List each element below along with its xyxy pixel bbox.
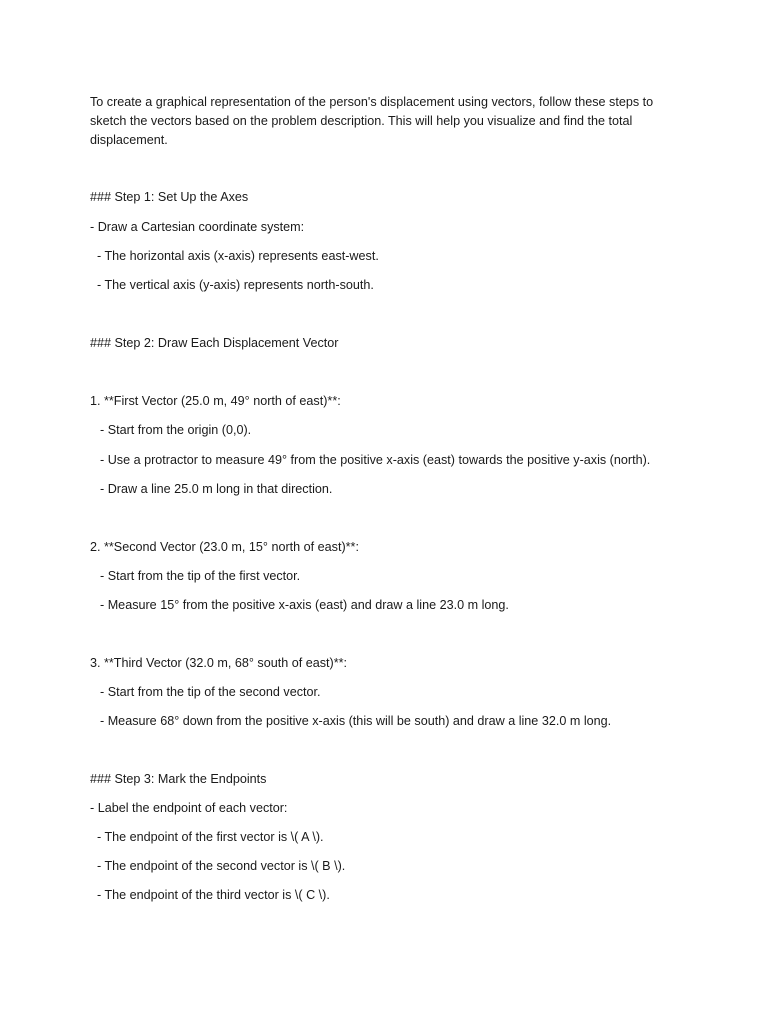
vector1-line-3: - Draw a line 25.0 m long in that direction. bbox=[100, 482, 333, 496]
step1-heading: ### Step 1: Set Up the Axes bbox=[90, 190, 249, 204]
step3-line-4: - The endpoint of the third vector is \( C \). bbox=[90, 888, 330, 902]
intro-line-2: sketch the vectors based on the problem description. This will help you visualize and find the total bbox=[90, 114, 633, 128]
vector2-line-2: - Measure 15° from the positive x-axis (east) and draw a line 23.0 m long. bbox=[100, 598, 509, 612]
step3-line-3: - The endpoint of the second vector is \( B \). bbox=[90, 859, 346, 873]
intro-line-3: displacement. bbox=[90, 133, 168, 147]
step1-line-1: - Draw a Cartesian coordinate system: bbox=[90, 220, 305, 234]
step3-line-2: - The endpoint of the first vector is \( A \). bbox=[90, 830, 324, 844]
vector1-line-2: - Use a protractor to measure 49° from the positive x-axis (east) towards the positive y-axis (north). bbox=[100, 453, 651, 467]
step2-heading: ### Step 2: Draw Each Displacement Vector bbox=[90, 336, 339, 350]
vector2-title: 2. **Second Vector (23.0 m, 15° north of east)**: bbox=[90, 540, 359, 554]
vector3-title: 3. **Third Vector (32.0 m, 68° south of east)**: bbox=[90, 656, 348, 670]
intro-line-1: To create a graphical representation of the person's displacement using vectors, follow these steps to bbox=[90, 95, 654, 109]
vector2-line-1: - Start from the tip of the first vector. bbox=[100, 569, 301, 583]
step1-line-3: - The vertical axis (y-axis) represents north-south. bbox=[90, 278, 374, 292]
vector1-line-1: - Start from the origin (0,0). bbox=[100, 423, 252, 437]
vector3-line-1: - Start from the tip of the second vector. bbox=[100, 685, 321, 699]
step3-heading: ### Step 3: Mark the Endpoints bbox=[90, 772, 267, 786]
step1-line-2: - The horizontal axis (x-axis) represents east-west. bbox=[90, 249, 379, 263]
step3-line-1: - Label the endpoint of each vector: bbox=[90, 801, 288, 815]
vector1-title: 1. **First Vector (25.0 m, 49° north of east)**: bbox=[90, 394, 341, 408]
vector3-line-2: - Measure 68° down from the positive x-axis (this will be south) and draw a line 32.0 m long. bbox=[100, 714, 612, 728]
